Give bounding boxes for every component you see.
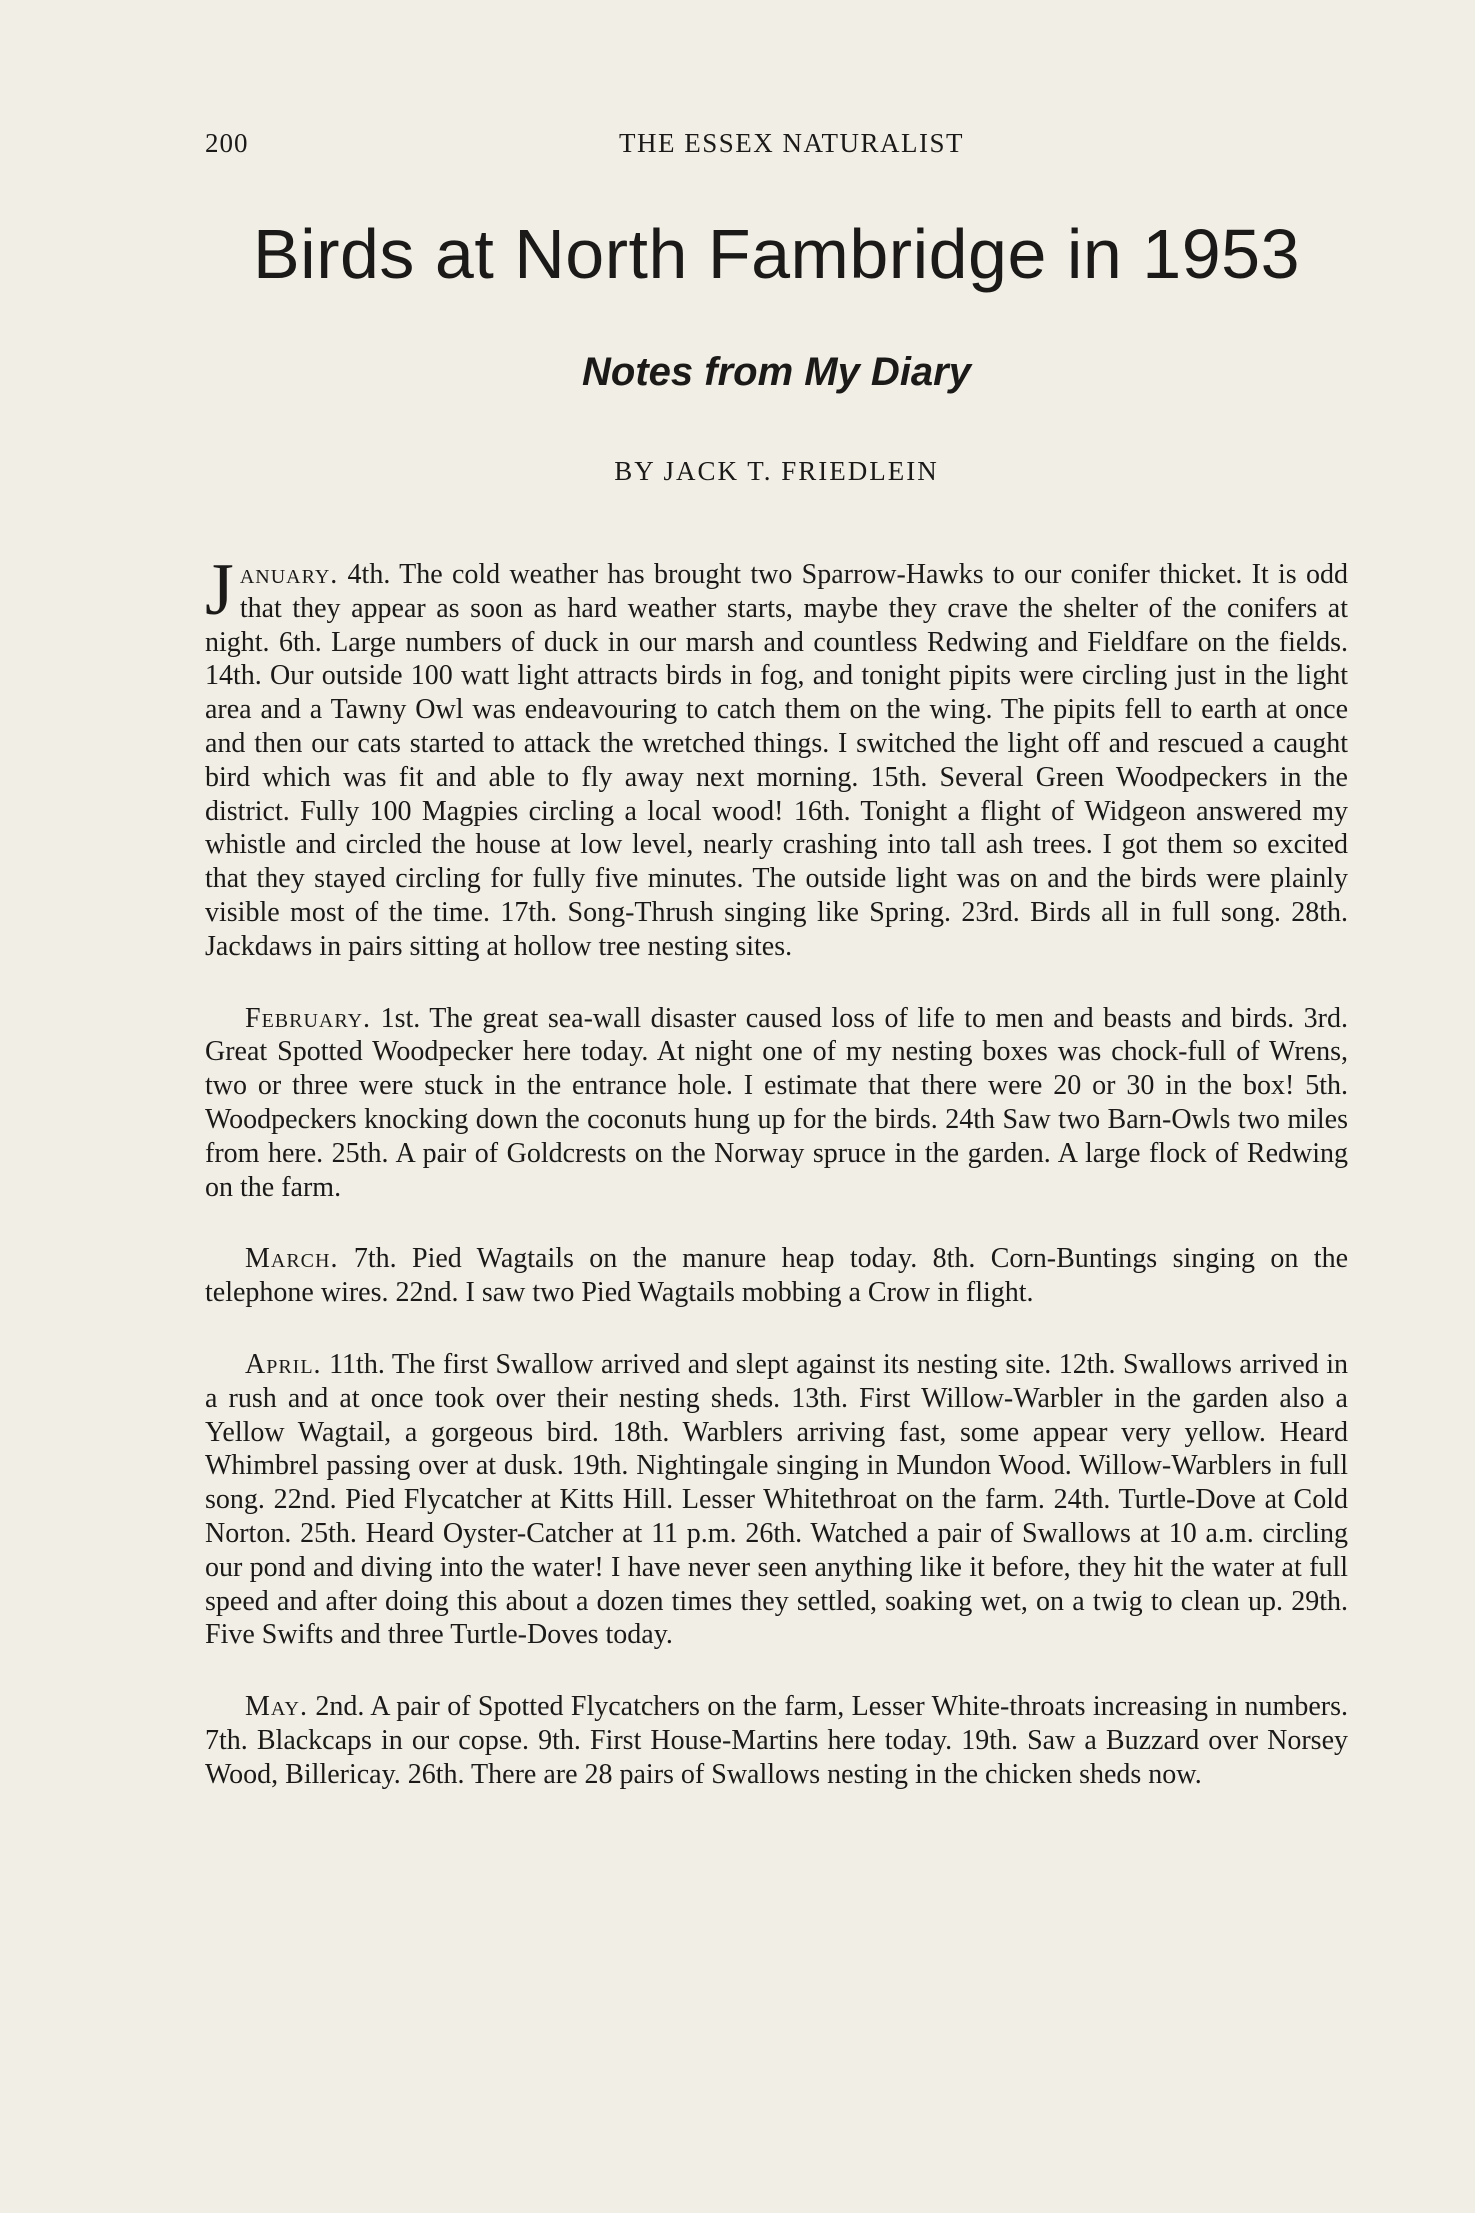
page-number: 200: [205, 128, 249, 158]
running-header: [205, 128, 1348, 168]
entry-text: 11th. The first Swallow arrived and slept against its nesting site. 12th. Swallows arrived in a rush and at once took over their nesting sheds. 13th. First Willow-Warbler in the garden also a Yellow Wagtail, a gorgeous bird. 18th. Warblers arriving fast, some appear very yellow. Heard Whimbrel passing over at dusk. 19th. Nightingale singing in Mundon Wood. Willow-Warblers in full song. 22nd. Pied Flycatcher at Kitts Hill. Lesser Whitethroat on the farm. 24th. Turtle-Dove at Cold Norton. 25th. Heard Oyster-Catcher at 11 p.m. 26th. Watched a pair of Swallows at 10 a.m. circling our pond and diving into the water! I have never seen anything like it before, they hit the water at full speed and after doing this about a dozen times they settled, soaking wet, on a twig to clean up. 29th. Five Swifts and three Turtle-Doves today.: [205, 1348, 1348, 1651]
month-label: February.: [245, 1002, 372, 1034]
month-label: May.: [245, 1691, 308, 1723]
article-byline: BY JACK T. FRIEDLEIN: [614, 456, 939, 486]
article-title: Birds at North Fambridge in 1953: [252, 215, 1301, 293]
entry-march: [205, 1242, 1348, 1310]
entry-january: [205, 549, 1348, 964]
entry-text: 2nd. A pair of Spotted Flycatchers on the farm, Lesser White-throats increasing in numbers. 7th. Blackcaps in our copse. 9th. First House-Martins here today. 19th. Saw a Buzzard over Norsey Wood, Billericay. 26th. There are 28 pairs of Swallows nesting in the chicken sheds now.: [205, 1691, 1348, 1790]
running-title: THE ESSEX NATURALIST: [619, 128, 964, 158]
month-label: April.: [245, 1348, 322, 1380]
entry-may: [205, 1690, 1348, 1791]
entry-april: [205, 1348, 1348, 1652]
entry-february: [205, 1002, 1348, 1205]
month-label: March.: [245, 1243, 339, 1275]
article-subtitle: Notes from My Diary: [582, 350, 971, 394]
entry-text: 7th. Pied Wagtails on the manure heap today. 8th. Corn-Buntings singing on the telephone wires. 22nd. I saw two Pied Wagtails mobbing a Crow in flight.: [205, 1243, 1348, 1309]
entry-text: 1st. The great sea-wall disaster caused loss of life to men and beasts and birds. 3rd. Great Spotted Woodpecker here today. At night one of my nesting boxes was chock-full of Wrens, two or three were stuck in the entrance hole. I estimate that there were 20 or 30 in the box! 5th. Woodpeckers knocking down the coconuts hung up for the birds. 24th Saw two Barn-Owls two miles from here. 25th. A pair of Goldcrests on the Norway spruce in the garden. A large flock of Redwing on the farm.: [205, 1002, 1348, 1203]
article-body: [205, 549, 1348, 1792]
month-label: anuary.: [239, 559, 339, 590]
drop-cap: J: [205, 549, 234, 631]
entry-text: 4th. The cold weather has brought two Sparrow-Hawks to our conifer thicket. It is odd that they appear as soon as hard weather starts, maybe they crave the shelter of the conifers at night. 6th. Large numbers of duck in our marsh and countless Redwing and Fieldfare on the fields. 14th. Our outside 100 watt light attracts birds in fog, and tonight pipits were circling just in the light area and a Tawny Owl was endeavouring to catch them on the wing. The pipits fell to earth at once and then our cats started to attack the wretched things. I switched the light off and rescued a caught bird which was fit and able to fly away next morning. 15th. Several Green Woodpeckers in the district. Fully 100 Magpies circling a local wood! 16th. Tonight a flight of Widgeon answered my whistle and circled the house at low level, nearly crashing into tall ash trees. I got them so excited that they stayed circling for fully five minutes. The outside light was on and the birds were plainly visible most of the time. 17th. Song-Thrush singing like Spring. 23rd. Birds all in full song. 28th. Jackdaws in pairs sitting at hollow tree nesting sites.: [205, 559, 1348, 962]
